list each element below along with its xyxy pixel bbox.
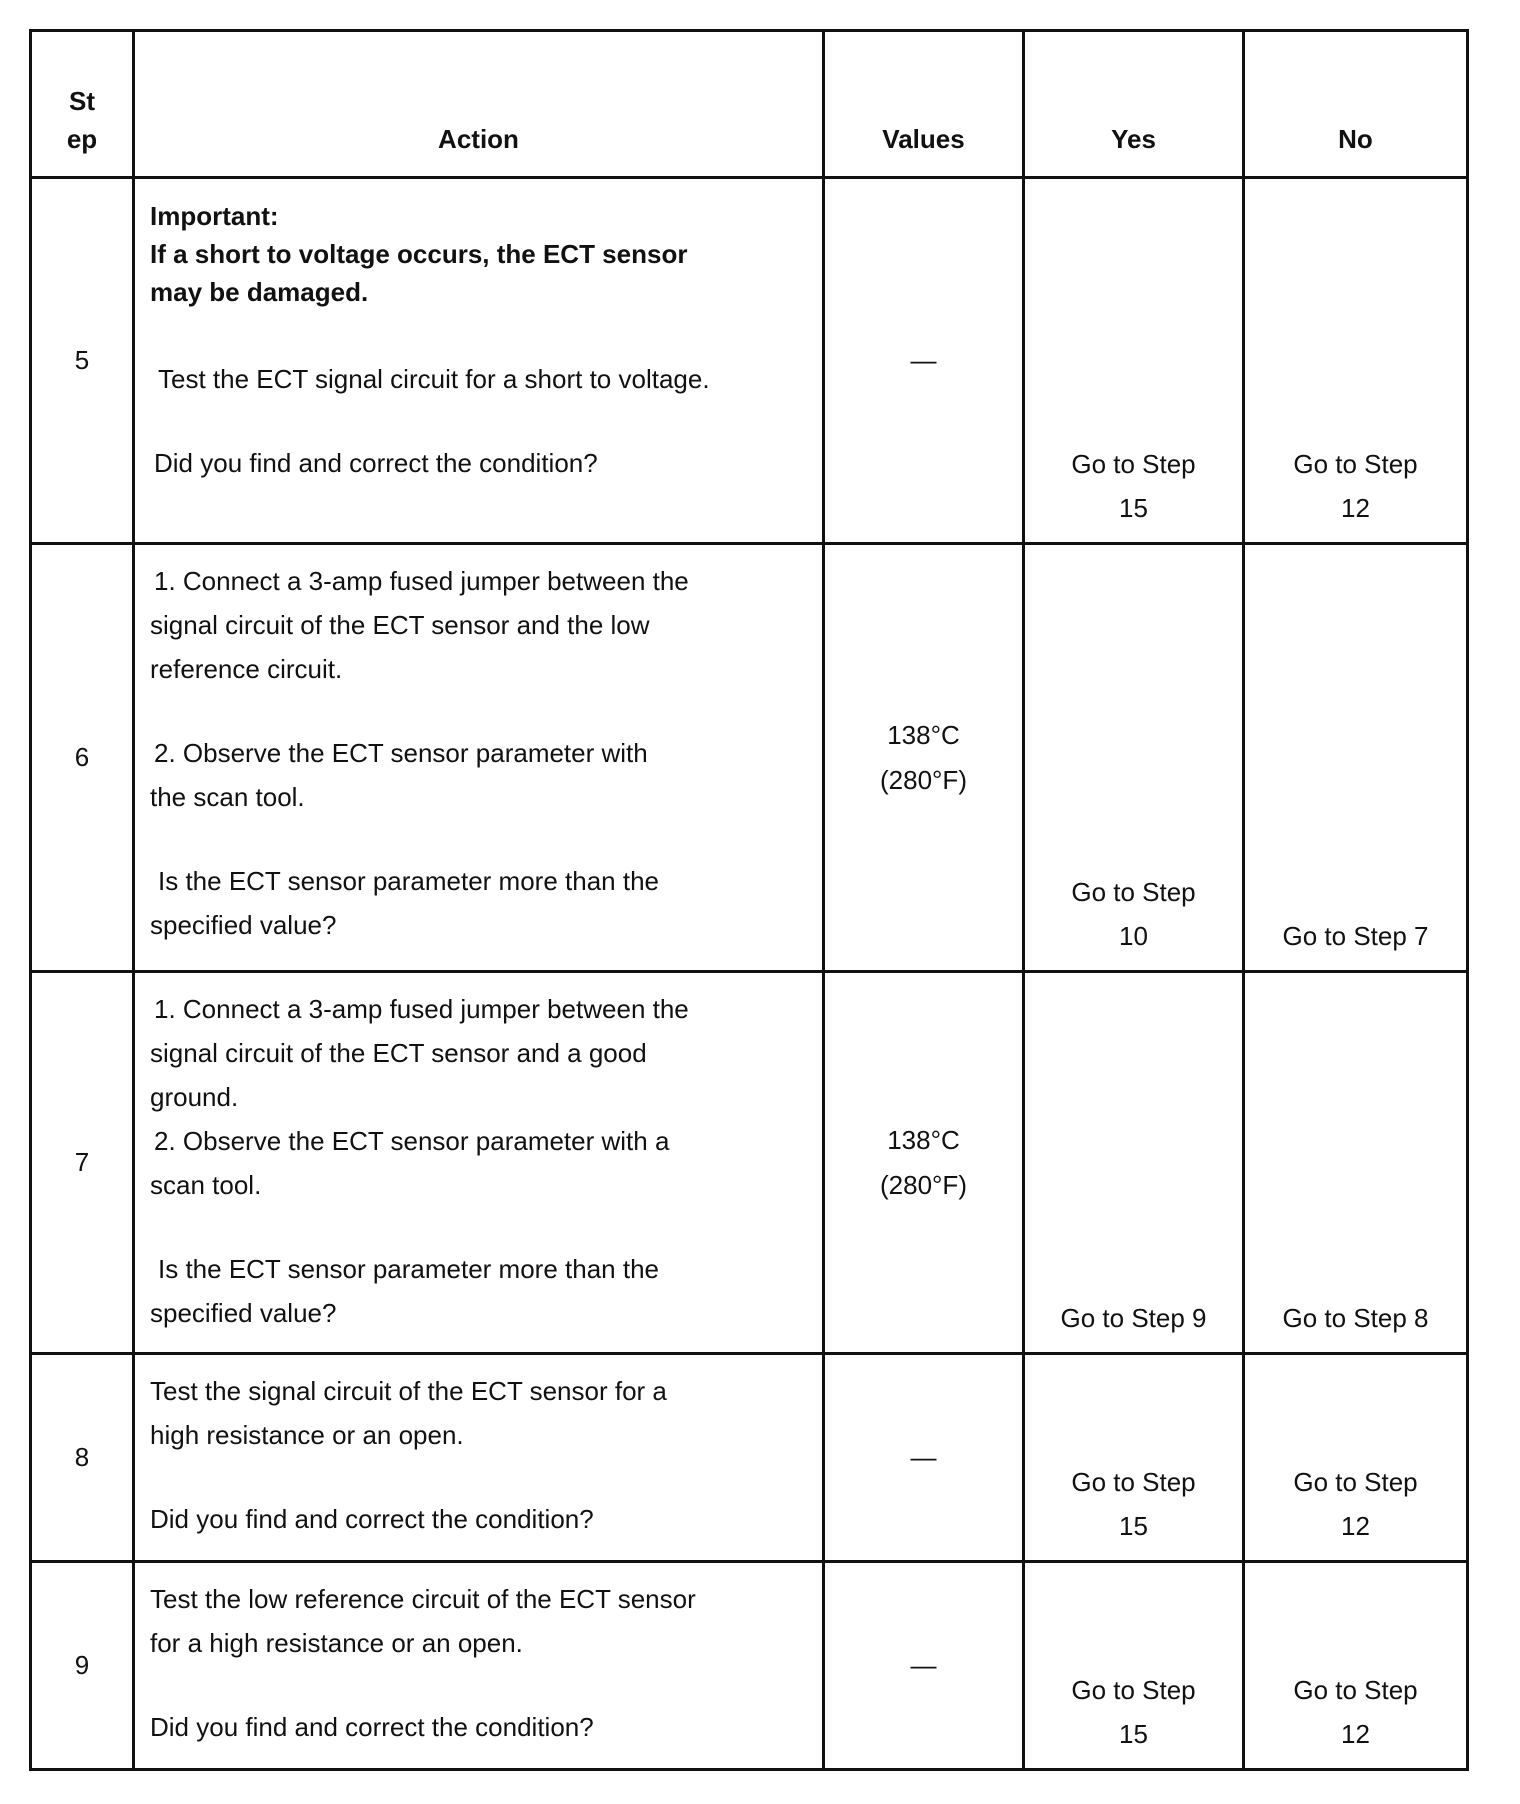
action-cell	[134, 972, 824, 1354]
question-line: Is the ECT sensor parameter more than the	[158, 1254, 659, 1284]
question-line: Did you find and correct the condition?	[154, 448, 598, 478]
yes-cell	[1024, 1562, 1244, 1770]
header-action: Action	[134, 31, 824, 178]
important-title: Important:	[150, 201, 279, 231]
important-line: may be damaged.	[150, 277, 369, 307]
action-line: 2. Observe the ECT sensor parameter with a	[154, 1126, 670, 1156]
table-row	[31, 1562, 1468, 1770]
header-row	[31, 31, 1468, 178]
step-number: 7	[31, 972, 134, 1354]
action-line: signal circuit of the ECT sensor and the low	[150, 610, 650, 640]
value-cell	[824, 544, 1024, 972]
no-cell	[1244, 972, 1468, 1354]
yes-step[interactable]: 15	[1119, 1719, 1148, 1749]
header-step	[31, 31, 134, 178]
diagnostic-table	[29, 29, 1469, 1771]
no-link[interactable]: Go to Step	[1293, 449, 1418, 479]
value-dash: —	[910, 1650, 937, 1680]
value-celsius: 138°C	[887, 719, 960, 750]
action-line: 2. Observe the ECT sensor parameter with	[154, 738, 648, 768]
step-number: 8	[31, 1354, 134, 1562]
action-line: reference circuit.	[150, 654, 343, 684]
action-line: signal circuit of the ECT sensor and a good	[150, 1038, 647, 1068]
no-link[interactable]: Go to Step 8	[1282, 1303, 1429, 1333]
value-celsius: 138°C	[887, 1124, 960, 1155]
no-cell	[1244, 178, 1468, 544]
no-cell	[1244, 1354, 1468, 1562]
no-step[interactable]: 12	[1341, 493, 1370, 523]
yes-link[interactable]: Go to Step 9	[1060, 1303, 1207, 1333]
action-line: Test the signal circuit of the ECT sensor for a	[150, 1376, 667, 1406]
yes-link[interactable]: Go to Step	[1071, 1675, 1196, 1705]
action-line: Test the ECT signal circuit for a short to voltage.	[158, 364, 710, 394]
no-link[interactable]: Go to Step 7	[1282, 921, 1429, 951]
step-number: 9	[31, 1562, 134, 1770]
value-cell	[824, 1562, 1024, 1770]
action-line: scan tool.	[150, 1170, 262, 1200]
header-yes: Yes	[1024, 31, 1244, 178]
header-values: Values	[824, 31, 1024, 178]
action-line: Test the low reference circuit of the ECT sensor	[150, 1584, 696, 1614]
yes-step[interactable]: 15	[1119, 493, 1148, 523]
table-row	[31, 972, 1468, 1354]
header-step-line2: ep	[66, 124, 98, 154]
question-line: specified value?	[150, 910, 337, 940]
yes-cell	[1024, 544, 1244, 972]
action-cell	[134, 544, 824, 972]
question-line: Did you find and correct the condition?	[150, 1712, 594, 1742]
no-cell	[1244, 544, 1468, 972]
yes-cell	[1024, 1354, 1244, 1562]
yes-link[interactable]: Go to Step	[1071, 449, 1196, 479]
value-fahrenheit: (280°F)	[880, 1169, 967, 1200]
value-dash: —	[910, 1442, 937, 1472]
value-dash: —	[910, 345, 937, 375]
yes-cell	[1024, 178, 1244, 544]
header-no: No	[1244, 31, 1468, 178]
step-number: 5	[31, 178, 134, 544]
yes-step[interactable]: 15	[1119, 1511, 1148, 1541]
table-row	[31, 1354, 1468, 1562]
value-cell	[824, 1354, 1024, 1562]
action-line: 1. Connect a 3-amp fused jumper between the	[154, 994, 689, 1024]
action-line: ground.	[150, 1082, 239, 1112]
action-cell	[134, 1562, 824, 1770]
action-cell	[134, 1354, 824, 1562]
important-line: If a short to voltage occurs, the ECT sensor	[150, 239, 688, 269]
value-fahrenheit: (280°F)	[880, 764, 967, 795]
no-link[interactable]: Go to Step	[1293, 1467, 1418, 1497]
action-line: 1. Connect a 3-amp fused jumper between the	[154, 566, 689, 596]
yes-cell	[1024, 972, 1244, 1354]
step-number: 6	[31, 544, 134, 972]
value-cell	[824, 972, 1024, 1354]
value-cell	[824, 178, 1024, 544]
no-cell	[1244, 1562, 1468, 1770]
question-line: Is the ECT sensor parameter more than the	[158, 866, 659, 896]
no-step[interactable]: 12	[1341, 1719, 1370, 1749]
no-step[interactable]: 12	[1341, 1511, 1370, 1541]
yes-link[interactable]: Go to Step	[1071, 877, 1196, 907]
no-link[interactable]: Go to Step	[1293, 1675, 1418, 1705]
action-line: the scan tool.	[150, 782, 305, 812]
table-row	[31, 178, 1468, 544]
action-line: for a high resistance or an open.	[150, 1628, 523, 1658]
header-step-line1: St	[69, 86, 95, 116]
yes-link[interactable]: Go to Step	[1071, 1467, 1196, 1497]
action-cell	[134, 178, 824, 544]
table-row	[31, 544, 1468, 972]
question-line: specified value?	[150, 1298, 337, 1328]
yes-step[interactable]: 10	[1119, 921, 1148, 951]
action-line: high resistance or an open.	[150, 1420, 464, 1450]
question-line: Did you find and correct the condition?	[150, 1504, 594, 1534]
